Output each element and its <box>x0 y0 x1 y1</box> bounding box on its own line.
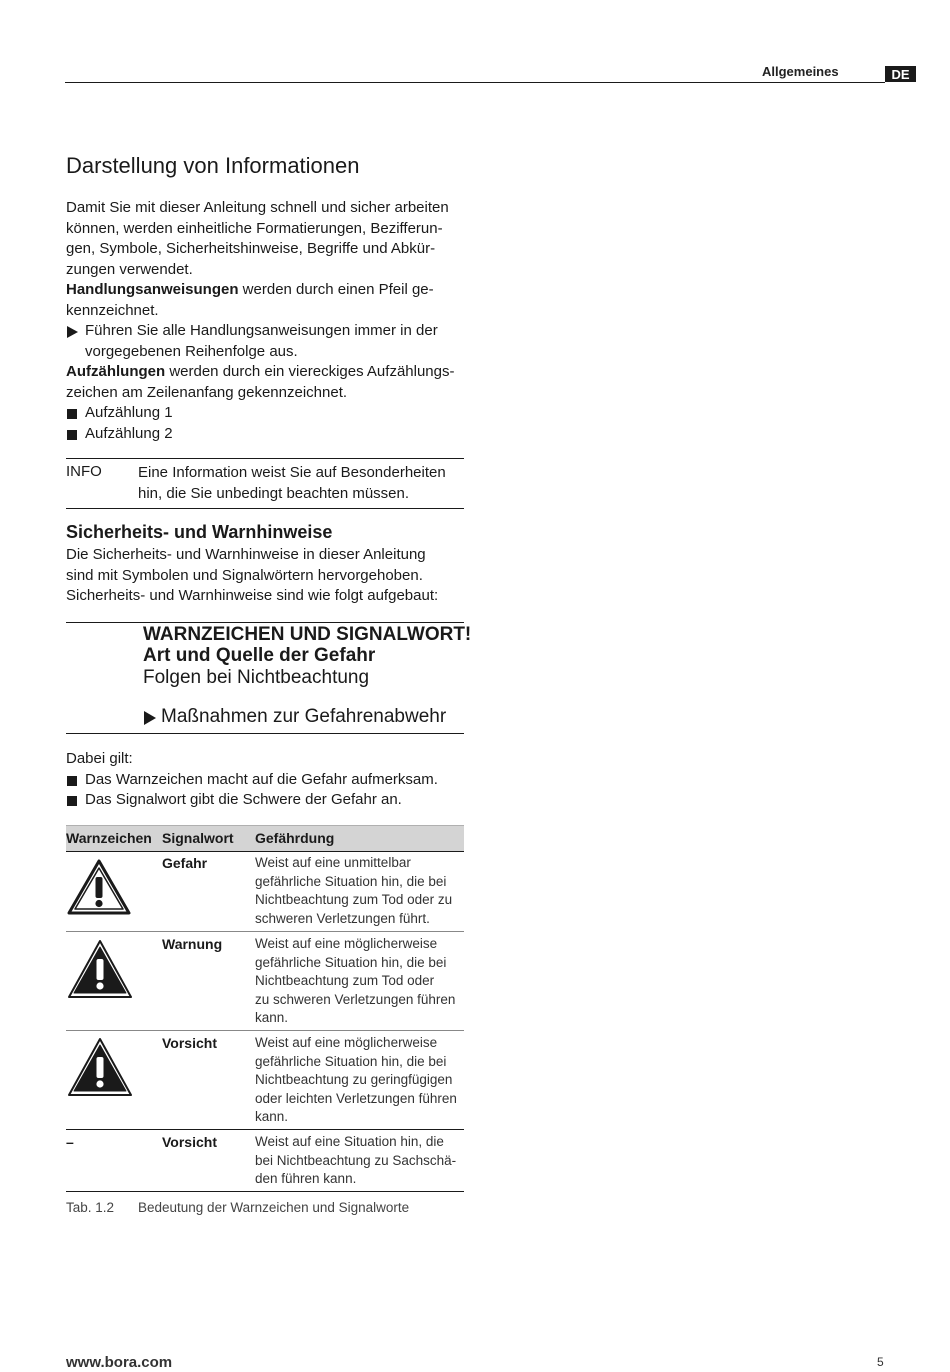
table-caption-number: Tab. 1.2 <box>66 1200 115 1215</box>
list-item-text: Das Warnzeichen macht auf die Gefahr aufmerksam. <box>85 770 438 788</box>
warning-source-line: Art und Quelle der Gefahr <box>143 645 376 666</box>
warning-example-top-rule <box>66 622 464 623</box>
desc-line: Weist auf eine möglicherweise <box>255 936 438 951</box>
page-title: Darstellung von Informationen <box>66 153 360 178</box>
footer-url: www.bora.com <box>66 1354 173 1371</box>
warning-triangle-icon <box>66 1036 134 1098</box>
handlung-term: Handlungsanweisungen <box>66 281 239 298</box>
desc-line: Nichtbeachtung zum Tod oder <box>255 973 435 988</box>
list-item-text: Das Signalwort gibt die Schwere der Gefahr an. <box>85 791 402 808</box>
aufz-term: Aufzählungen <box>66 363 166 380</box>
list-item <box>66 770 464 791</box>
desc-line: zu schweren Verletzungen führen <box>255 991 456 1007</box>
hazard-description <box>255 935 463 1028</box>
warning-triangle-icon <box>66 938 134 1000</box>
list-item <box>66 424 464 445</box>
info-line: hin, die Sie unbedingt beachten müssen. <box>138 484 410 502</box>
handlung-paragraph <box>66 280 464 301</box>
signal-word: Vorsicht <box>162 1035 217 1051</box>
arrow-bullet-icon <box>67 326 78 338</box>
hazard-description <box>255 1034 463 1127</box>
warning-measure-line <box>143 706 491 728</box>
square-bullet-icon <box>67 776 77 786</box>
table-header <box>66 825 464 852</box>
desc-line: Weist auf eine Situation hin, die <box>255 1134 444 1149</box>
safety-heading: Sicherheits- und Warnhinweise <box>66 522 333 542</box>
warning-consequence-line: Folgen bei Nichtbeachtung <box>143 667 370 688</box>
handlung-text-cont: kennzeichnet. <box>66 301 159 319</box>
handlung-text: werden durch einen Pfeil ge- <box>238 281 434 298</box>
row-divider <box>66 1030 464 1031</box>
hazard-description <box>255 1133 463 1189</box>
intro-line: gen, Symbole, Sicherheitshinweise, Begriffe und Abkür- <box>66 240 436 257</box>
rules-intro: Dabei gilt: <box>66 750 133 767</box>
safety-line: Die Sicherheits- und Warnhinweise in dieser Anleitung <box>66 546 426 563</box>
aufz-text-cont: zeichen am Zeilenanfang gekennzeichnet. <box>66 383 348 401</box>
table-caption-text: Bedeutung der Warnzeichen und Signalworte <box>138 1200 410 1215</box>
desc-line: bei Nichtbeachtung zu Sachschä- <box>255 1152 457 1168</box>
info-label: INFO <box>66 463 102 480</box>
arrow-bullet-icon <box>144 711 156 725</box>
desc-line: kann. <box>255 1010 289 1025</box>
arrow-list-item <box>66 321 464 362</box>
signal-word: Vorsicht <box>162 1134 217 1150</box>
warning-example-bottom-rule <box>66 733 464 734</box>
safety-line: sind mit Symbolen und Signalwörtern hervorgehoben. <box>66 566 423 584</box>
list-item <box>66 790 464 811</box>
aufz-paragraph <box>66 362 464 383</box>
rules-section <box>66 749 464 811</box>
list-item-text: Aufzählung 2 <box>85 424 173 442</box>
hazard-description <box>255 854 463 928</box>
intro-line: Damit Sie mit dieser Anleitung schnell und sicher arbeiten <box>66 199 449 216</box>
page-number: 5 <box>877 1355 884 1369</box>
desc-line: Nichtbeachtung zu geringfügigen <box>255 1072 453 1087</box>
desc-line: Weist auf eine möglicherweise <box>255 1035 438 1050</box>
row-divider <box>66 931 464 932</box>
arrow-item-text: Führen Sie alle Handlungsanweisungen immer in der <box>85 322 438 339</box>
intro-section <box>66 198 464 444</box>
signal-word: Warnung <box>162 936 223 952</box>
desc-line: Nichtbeachtung zum Tod oder zu <box>255 892 453 907</box>
row-divider <box>66 1129 464 1130</box>
header-section-title: Allgemeines <box>762 64 839 79</box>
desc-line: oder leichten Verletzungen führen <box>255 1090 457 1106</box>
column-header: Signalwort <box>162 830 234 846</box>
desc-line: Weist auf eine unmittelbar <box>255 855 411 870</box>
list-item-text: Aufzählung 1 <box>85 404 173 421</box>
no-symbol-dash: – <box>66 1134 74 1150</box>
intro-line: zungen verwendet. <box>66 260 193 278</box>
desc-line: gefährliche Situation hin, die bei <box>255 1053 447 1069</box>
signal-word: Gefahr <box>162 855 208 871</box>
safety-line: Sicherheits- und Warnhinweise sind wie folgt aufgebaut: <box>66 587 439 604</box>
safety-intro <box>66 545 464 607</box>
info-top-rule <box>66 458 464 459</box>
table-bottom-rule <box>66 1191 464 1192</box>
info-line: Eine Information weist Sie auf Besonderheiten <box>138 464 446 481</box>
list-item <box>66 403 464 424</box>
column-header: Warnzeichen <box>66 830 152 846</box>
desc-line: kann. <box>255 1109 289 1124</box>
arrow-item-text: vorgegebenen Reihenfolge aus. <box>85 342 298 360</box>
square-bullet-icon <box>67 409 77 419</box>
info-text <box>138 463 464 504</box>
column-header: Gefährdung <box>255 830 335 846</box>
aufz-text: werden durch ein viereckiges Aufzählungs- <box>165 363 455 380</box>
header-divider <box>65 82 885 83</box>
warning-triangle-icon <box>66 858 132 916</box>
warning-signal-line: WARNZEICHEN UND SIGNALWORT! <box>143 624 472 645</box>
info-bottom-rule <box>66 508 464 509</box>
square-bullet-icon <box>67 796 77 806</box>
desc-line: den führen kann. <box>255 1171 357 1186</box>
warning-measure-text: Maßnahmen zur Gefahrenabwehr <box>161 706 447 727</box>
intro-line: können, werden einheitliche Formatierungen, Bezifferun- <box>66 219 443 237</box>
desc-line: gefährliche Situation hin, die bei <box>255 954 447 970</box>
language-badge: DE <box>885 66 916 82</box>
square-bullet-icon <box>67 430 77 440</box>
desc-line: schweren Verletzungen führt. <box>255 910 430 926</box>
desc-line: gefährliche Situation hin, die bei <box>255 873 447 889</box>
